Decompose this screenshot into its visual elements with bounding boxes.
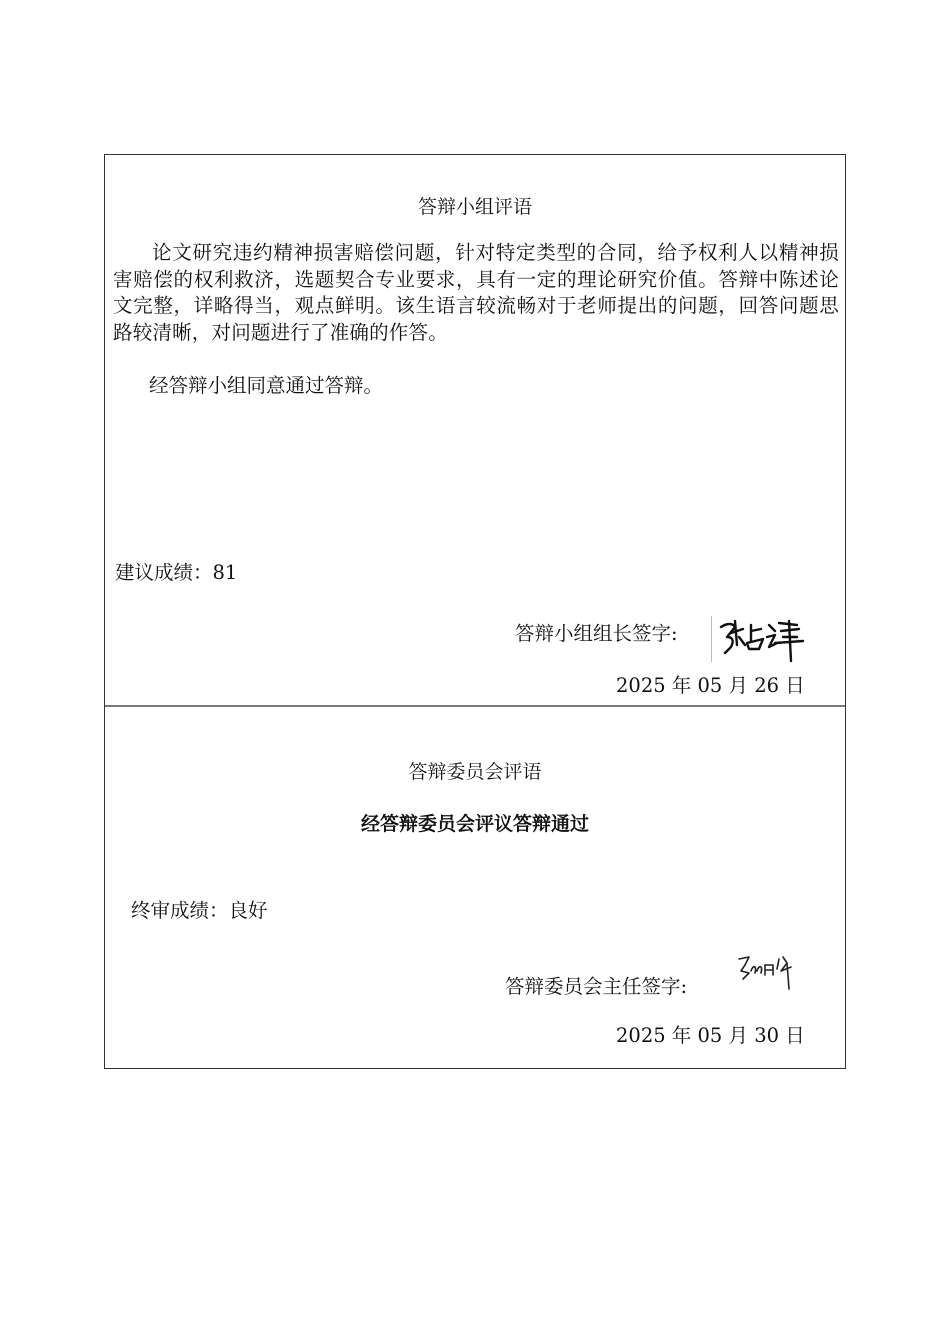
committee-sign-date: 2025 年 05 月 30 日 xyxy=(616,1024,805,1047)
group-section-title: 答辩小组评语 xyxy=(417,196,532,218)
committee-section-title: 答辩委员会评语 xyxy=(408,761,542,783)
group-sign-date: 2025 年 05 月 26 日 xyxy=(616,674,805,697)
group-leader-signature-label: 答辩小组组长签字: xyxy=(515,622,678,645)
final-grade xyxy=(131,899,268,923)
group-comment-text: 论文研究违约精神损害赔偿问题，针对特定类型的合同，给予权利人以精神损害赔偿的权利救济，选题契合专业要求，具有一定的理论研究价值。答辩中陈述论文完整，详略得当，观点鲜明。该生语言较流畅对于老师提出的问题，回答问题思路较清晰，对问题进行了准确的作答。 xyxy=(113,241,839,344)
final-grade-value: 良好 xyxy=(228,899,268,922)
suggested-grade-value: 81 xyxy=(212,561,238,584)
group-leader-signature-icon xyxy=(717,615,807,669)
suggested-grade-label: 建议成绩： xyxy=(115,561,213,584)
committee-chair-signature-label: 答辩委员会主任签字: xyxy=(505,975,688,998)
group-conclusion: 经答辩小组同意通过答辩。 xyxy=(149,374,384,397)
group-comment-cell xyxy=(105,155,845,707)
evaluation-table xyxy=(104,154,846,1069)
committee-comment-cell xyxy=(105,707,845,1068)
committee-chair-signature-icon xyxy=(737,953,801,997)
suggested-grade xyxy=(115,561,237,585)
final-grade-label: 终审成绩： xyxy=(131,899,229,922)
signature-divider xyxy=(711,616,712,662)
committee-verdict: 经答辩委员会评议答辩通过 xyxy=(360,813,589,835)
